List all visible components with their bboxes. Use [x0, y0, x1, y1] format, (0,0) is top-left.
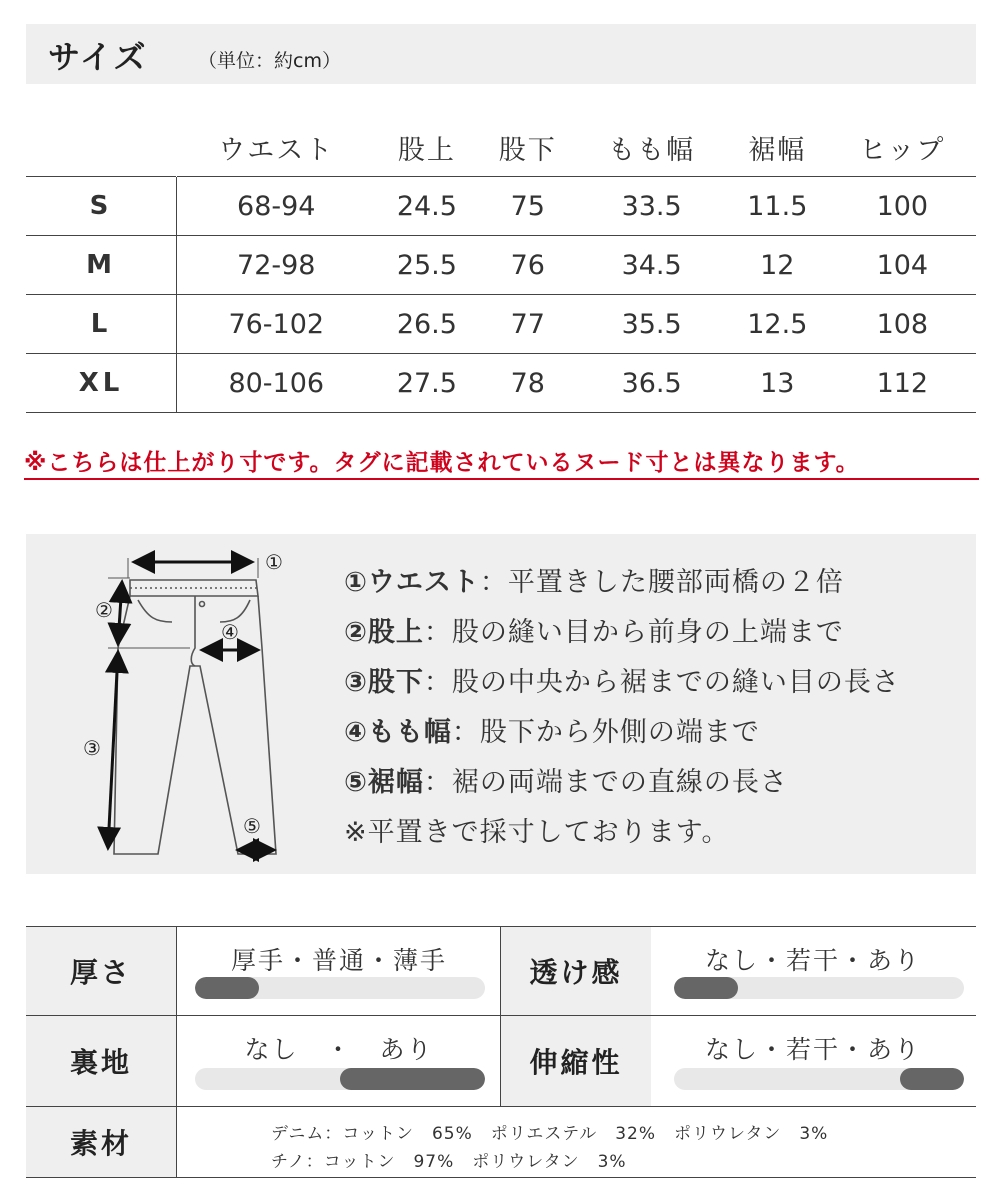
corner-cell	[26, 118, 177, 177]
measure-item: ③股下：股の中央から裾までの縫い目の長さ	[344, 667, 900, 698]
col-header: 裾幅	[748, 134, 807, 166]
measure-footnote: ※平置きで採寸しております。	[344, 817, 730, 848]
measurement-descriptions	[344, 560, 900, 860]
table-row	[26, 295, 976, 354]
table-cell: 78	[478, 354, 577, 413]
size-table-header	[26, 118, 976, 177]
lining-options: なし ・ あり	[244, 1035, 434, 1064]
material-line-denim: デニム：コットン 65% ポリエステル 32% ポリウレタン 3%	[271, 1124, 829, 1144]
marker-4: ④	[221, 620, 239, 644]
col-header: もも幅	[608, 134, 696, 166]
measure-item: ⑤裾幅：裾の両端までの直線の長さ	[344, 767, 788, 798]
table-cell: 75	[478, 177, 577, 236]
table-cell: 108	[829, 295, 976, 354]
table-row	[26, 177, 976, 236]
stretch-cell	[650, 1016, 976, 1106]
marker-2: ②	[95, 598, 113, 622]
size-label: L	[26, 295, 177, 354]
table-cell: 68-94	[177, 177, 376, 236]
table-cell: 104	[829, 236, 976, 295]
material-line-chino: チノ：コットン 97% ポリウレタン 3%	[271, 1152, 627, 1172]
note-underline	[24, 478, 979, 480]
material-cell	[176, 1107, 977, 1177]
sheer-bar	[674, 977, 964, 999]
size-header	[26, 24, 976, 84]
stretch-bar-fill	[900, 1068, 964, 1090]
thickness-bar-fill	[195, 977, 259, 999]
size-title: サイズ	[48, 38, 148, 76]
thickness-options: 厚手・普通・薄手	[230, 946, 447, 975]
table-cell: 72-98	[177, 236, 376, 295]
marker-1: ①	[265, 550, 283, 574]
table-row	[26, 354, 976, 413]
stretch-label: 伸縮性	[500, 1016, 651, 1106]
table-cell: 76	[478, 236, 577, 295]
table-cell: 76-102	[177, 295, 376, 354]
size-label: XL	[26, 354, 177, 413]
table-cell: 24.5	[376, 177, 479, 236]
lining-label: 裏地	[26, 1016, 176, 1106]
measure-item: ④もも幅：股下から外側の端まで	[344, 717, 760, 748]
thickness-cell	[176, 927, 501, 1015]
table-cell: 33.5	[577, 177, 726, 236]
unit-label: （単位：約cm）	[198, 50, 341, 72]
measure-item: ①ウエスト：平置きした腰部両橋の２倍	[344, 567, 844, 598]
col-header: 股上	[397, 134, 456, 166]
sheer-options: なし・若干・あり	[704, 946, 921, 975]
stretch-options: なし・若干・あり	[704, 1035, 921, 1064]
table-cell: 11.5	[726, 177, 829, 236]
col-header: ヒップ	[859, 134, 946, 166]
measurement-arrows	[108, 562, 274, 850]
table-cell: 13	[726, 354, 829, 413]
table-cell: 27.5	[376, 354, 479, 413]
table-cell: 12.5	[726, 295, 829, 354]
props-row	[26, 926, 976, 1015]
table-cell: 26.5	[376, 295, 479, 354]
props-row	[26, 1015, 976, 1106]
sheer-label: 透け感	[500, 927, 651, 1015]
table-cell: 36.5	[577, 354, 726, 413]
stretch-bar	[674, 1068, 964, 1090]
col-header: 股下	[498, 134, 557, 166]
props-row	[26, 1106, 976, 1178]
marker-3: ③	[83, 736, 101, 760]
table-cell: 80-106	[177, 354, 376, 413]
table-cell: 112	[829, 354, 976, 413]
material-label: 素材	[26, 1107, 176, 1177]
measure-item: ②股上：股の縫い目から前身の上端まで	[344, 617, 844, 648]
table-cell: 12	[726, 236, 829, 295]
table-cell: 35.5	[577, 295, 726, 354]
table-row	[26, 236, 976, 295]
table-cell: 77	[478, 295, 577, 354]
size-table	[26, 118, 976, 413]
table-cell: 100	[829, 177, 976, 236]
lining-bar-fill	[340, 1068, 485, 1090]
thickness-label: 厚さ	[26, 927, 176, 1015]
col-header: ウエスト	[218, 134, 335, 166]
marker-5: ⑤	[243, 814, 261, 838]
thickness-bar	[195, 977, 485, 999]
lining-cell	[176, 1016, 501, 1106]
pants-diagram	[78, 548, 308, 868]
table-cell: 25.5	[376, 236, 479, 295]
measurement-guide	[26, 534, 976, 874]
finished-size-note: ※こちらは仕上がり寸です。タグに記載されているヌード寸とは異なります。	[24, 450, 860, 476]
pants-outline-icon	[114, 580, 276, 854]
sheer-bar-fill	[674, 977, 738, 999]
sheer-cell	[650, 927, 976, 1015]
size-label: M	[26, 236, 177, 295]
lining-bar	[195, 1068, 485, 1090]
size-label: S	[26, 177, 177, 236]
table-cell: 34.5	[577, 236, 726, 295]
